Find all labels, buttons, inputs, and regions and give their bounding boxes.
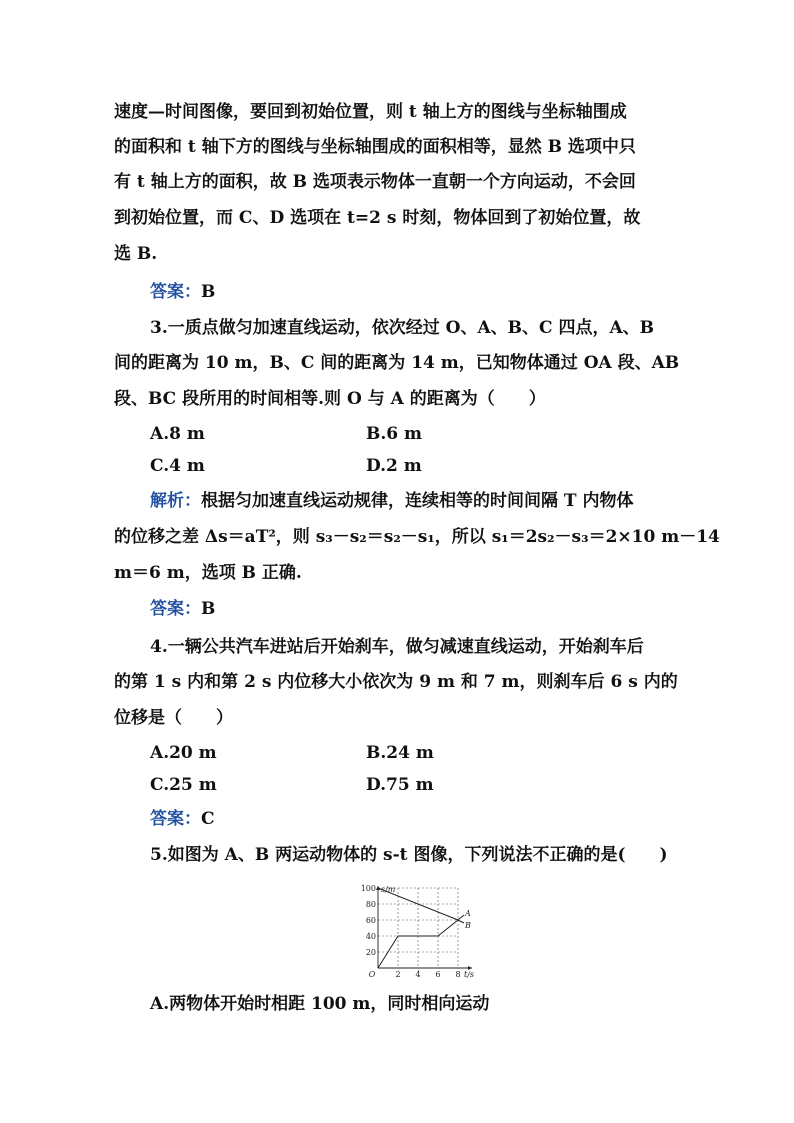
y-axis-label: s/m: [381, 885, 396, 894]
y-tick-label: 80: [365, 900, 376, 909]
option-d: D.75 m: [366, 775, 434, 795]
x-tick-label: 6: [435, 970, 441, 978]
question-3-stem: 段、BC 段所用的时间相等.则 O 与 A 的距离为（ ）: [114, 389, 546, 409]
x-tick-label: 4: [415, 970, 421, 978]
y-tick-label: 20: [365, 948, 376, 957]
question-4-stem: 位移是（ ）: [114, 708, 233, 728]
text-line: 有 t 轴上方的面积，故 B 选项表示物体一直朝一个方向运动，不会回: [114, 172, 636, 192]
analysis-line: 的位移之差 Δs＝aT²，则 s₃－s₂＝s₂－s₁，所以 s₁＝2s₂－s₃＝2×10 m－14: [114, 527, 720, 547]
question-4-stem: 的第 1 s 内和第 2 s 内位移大小依次为 9 m 和 7 m，则刹车后 6 s 内的: [114, 672, 678, 692]
question-4-stem: 4.一辆公共汽车进站后开始刹车，做匀减速直线运动，开始刹车后: [150, 637, 644, 657]
series-a-extension: [458, 915, 464, 920]
analysis-label: 解析：: [150, 491, 201, 511]
origin-label: O: [368, 970, 376, 978]
series-b-extension: [458, 920, 464, 923]
answer-value: C: [201, 809, 215, 829]
answer-line: [0, 808, 794, 830]
st-graph: [356, 884, 480, 978]
analysis-line: m＝6 m，选项 B 正确.: [114, 563, 302, 583]
option-b: B.6 m: [366, 424, 423, 444]
answer-value: B: [201, 599, 216, 619]
text-line: 选 B.: [114, 244, 158, 264]
question-5-stem: 5.如图为 A、B 两运动物体的 s-t 图像，下列说法不正确的是( ): [150, 845, 668, 865]
y-tick-label: 60: [365, 916, 376, 925]
x-tick-label: 2: [395, 970, 401, 978]
answer-value: B: [201, 282, 216, 302]
st-graph-svg: [356, 884, 480, 978]
answer-line: [0, 281, 794, 303]
series-label-a: A: [465, 909, 471, 918]
answer-label: 答案：: [150, 599, 201, 619]
text-line: 的面积和 t 轴下方的图线与坐标轴围成的面积相等，显然 B 选项中只: [114, 137, 636, 157]
option-c: C.25 m: [150, 775, 217, 795]
x-tick-label: 8: [455, 970, 461, 978]
series-label-b: B: [465, 921, 471, 930]
analysis-line: [0, 490, 794, 512]
answer-line: [0, 598, 794, 620]
option-d: D.2 m: [366, 456, 422, 476]
question-5-option-a: A.两物体开始时相距 100 m，同时相向运动: [150, 994, 490, 1014]
text-line: 到初始位置，而 C、D 选项在 t=2 s 时刻，物体回到了初始位置，故: [114, 208, 641, 228]
analysis-text: 根据匀加速直线运动规律，连续相等的时间间隔 T 内物体: [201, 491, 634, 511]
text-line: 速度—时间图像，要回到初始位置，则 t 轴上方的图线与坐标轴围成: [114, 102, 627, 122]
option-b: B.24 m: [366, 743, 434, 763]
question-3-stem: 间的距离为 10 m，B、C 间的距离为 14 m，已知物体通过 OA 段、AB: [114, 353, 680, 373]
x-axis-label: t/s: [464, 970, 475, 978]
answer-label: 答案：: [150, 809, 201, 829]
answer-label: 答案：: [150, 282, 201, 302]
y-tick-label: 40: [365, 932, 376, 941]
option-c: C.4 m: [150, 456, 205, 476]
option-a: A.8 m: [150, 424, 205, 444]
option-a: A.20 m: [150, 743, 217, 763]
y-tick-label: 100: [360, 884, 376, 893]
question-3-stem: 3.一质点做匀加速直线运动，依次经过 O、A、B、C 四点，A、B: [150, 318, 655, 338]
